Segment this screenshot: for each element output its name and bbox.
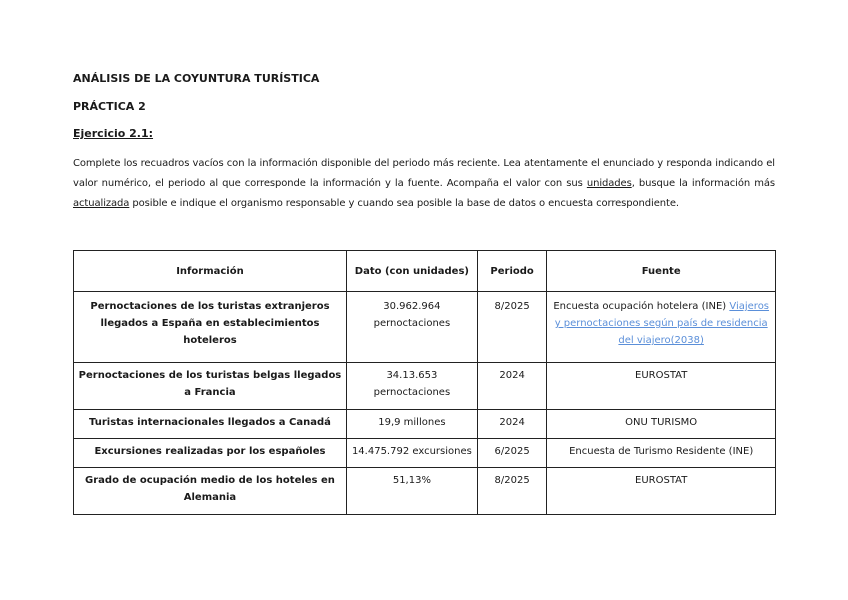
table-header-row (74, 251, 776, 292)
cell-dato: 34.13.653 pernoctaciones (346, 363, 477, 410)
intro-text-3: posible e indique el organismo responsable y cuando sea posible la base de datos o encuesta correspondiente. (129, 198, 679, 209)
fuente-text: Encuesta ocupación hotelera (INE) (553, 301, 730, 312)
document-subtitle: PRÁCTICA 2 (73, 100, 146, 113)
cell-periodo: 8/2025 (477, 468, 546, 515)
cell-fuente: EUROSTAT (547, 468, 776, 515)
intro-text-2: , busque la información más (631, 178, 775, 189)
table-row (74, 363, 776, 410)
intro-underline-units: unidades (586, 178, 632, 189)
cell-info: Turistas internacionales llegados a Canadá (74, 410, 347, 439)
cell-fuente: EUROSTAT (547, 363, 776, 410)
exercise-heading: Ejercicio 2.1: (73, 127, 154, 140)
cell-info: Pernoctaciones de los turistas belgas llegados a Francia (74, 363, 347, 410)
cell-info: Excursiones realizadas por los españoles (74, 439, 347, 468)
cell-info: Grado de ocupación medio de los hoteles en Alemania (74, 468, 347, 515)
header-dato: Dato (con unidades) (346, 251, 477, 292)
cell-periodo: 2024 (477, 410, 546, 439)
data-table (73, 250, 776, 515)
instructions-paragraph (73, 154, 775, 214)
table-row (74, 468, 776, 515)
cell-fuente (547, 292, 776, 363)
header-fuente: Fuente (547, 251, 776, 292)
document-title: ANÁLISIS DE LA COYUNTURA TURÍSTICA (73, 72, 320, 85)
cell-periodo: 8/2025 (477, 292, 546, 363)
intro-underline-updated: actualizada (73, 198, 130, 209)
cell-info: Pernoctaciones de los turistas extranjeros llegados a España en establecimientos hoteleros (74, 292, 347, 363)
cell-periodo: 6/2025 (477, 439, 546, 468)
intro-text-1: Complete los recuadros vacíos con la información disponible del periodo más reciente. Lea atentamente el enunciado y responda indicando el valor numérico, el periodo al que corresponde la información y la fuente. Acompaña el valor con sus (73, 158, 775, 189)
table-row (74, 410, 776, 439)
cell-dato: 19,9 millones (346, 410, 477, 439)
cell-dato: 30.962.964 pernoctaciones (346, 292, 477, 363)
fuente-link[interactable]: Viajeros y pernoctaciones según país de residencia del viajero(2038) (554, 301, 770, 346)
table-row (74, 292, 776, 363)
cell-fuente: Encuesta de Turismo Residente (INE) (547, 439, 776, 468)
cell-periodo: 2024 (477, 363, 546, 410)
table-row (74, 439, 776, 468)
header-periodo: Periodo (477, 251, 546, 292)
cell-fuente: ONU TURISMO (547, 410, 776, 439)
header-info: Información (74, 251, 347, 292)
cell-dato: 14.475.792 excursiones (346, 439, 477, 468)
cell-dato: 51,13% (346, 468, 477, 515)
document-page (73, 72, 775, 224)
